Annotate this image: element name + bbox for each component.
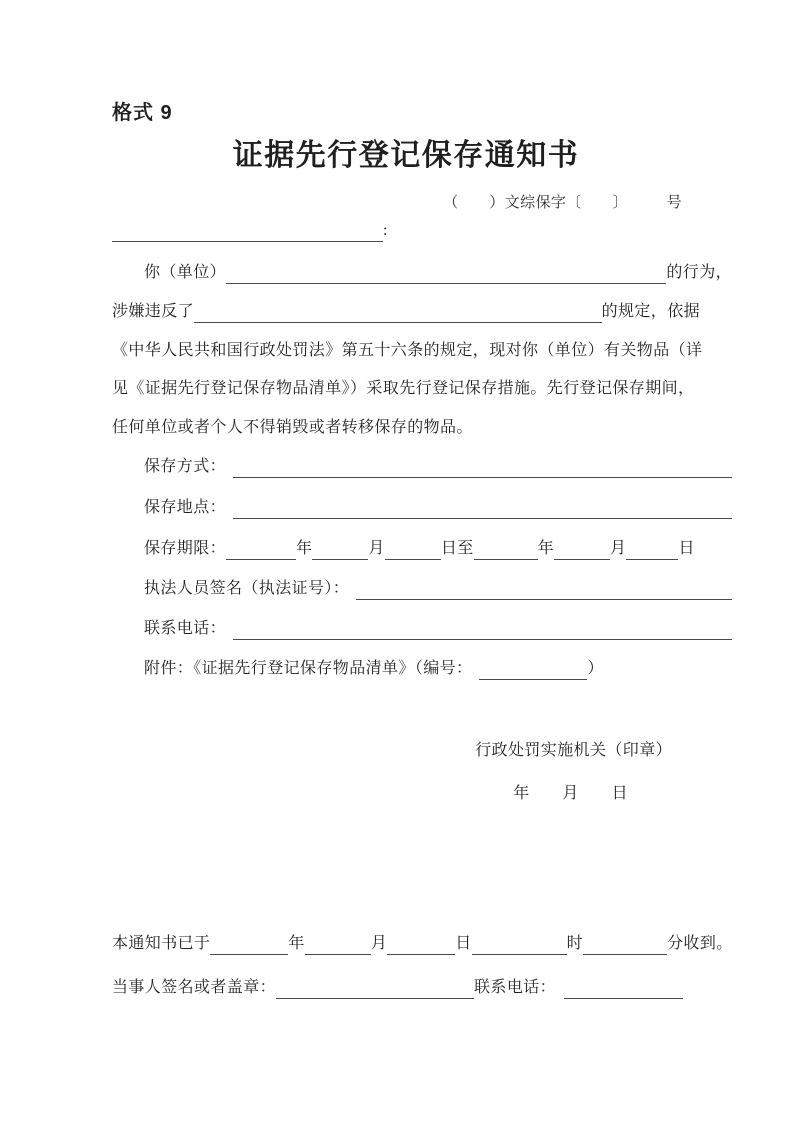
format-number-label: 格式 9 <box>112 102 173 124</box>
addressee-colon: : <box>383 222 388 239</box>
field-preservation-method <box>112 455 732 478</box>
officer-signature-blank <box>356 580 732 600</box>
body-line-prohibition: 任何单位或者个人不得销毁或者转移保存的物品。 <box>112 419 473 436</box>
receipt-minute-blank <box>583 935 667 955</box>
receipt-lead-text: 本通知书已于 <box>112 935 211 952</box>
period-day2-label: 日 <box>678 540 695 557</box>
conduct-lead-text: 你（单位） <box>144 264 227 281</box>
receipt-year-blank <box>210 935 288 955</box>
contact-phone-blank <box>233 620 732 640</box>
field-contact-phone <box>112 617 732 640</box>
period-year1-label: 年 <box>296 540 313 557</box>
period-year1-blank <box>226 540 296 560</box>
attachment-lead-text: 附件：《证据先行登记保存物品清单》（编号： <box>144 660 473 677</box>
violation-blank-field <box>194 303 602 323</box>
contact-phone-label: 联系电话： <box>144 620 227 637</box>
receipt-day-label: 日 <box>455 935 472 952</box>
preservation-period-label: 保存期限： <box>144 540 227 557</box>
violation-tail-text: 的规定，依据 <box>601 303 700 320</box>
addressee-line <box>112 219 700 242</box>
period-day1-blank <box>385 540 441 560</box>
receipt-tail-text: 分收到。 <box>667 935 733 952</box>
attachment-number-blank <box>479 660 587 680</box>
receipt-hour-label: 时 <box>566 935 584 952</box>
body-line-conduct <box>112 261 732 284</box>
receipt-signature-line <box>112 976 700 999</box>
violation-lead-text: 涉嫌违反了 <box>112 303 195 320</box>
issuing-date-line: 年 月 日 <box>513 785 628 802</box>
period-year2-label: 年 <box>537 540 555 557</box>
period-day-to-label: 日至 <box>440 540 474 557</box>
receipt-phone-blank <box>564 979 683 999</box>
receipt-month-blank <box>305 935 371 955</box>
attachment-tail-text: ） <box>587 660 604 677</box>
preservation-location-blank <box>233 499 732 519</box>
period-month1-blank <box>312 540 368 560</box>
receipt-day-blank <box>387 935 455 955</box>
issuing-authority-seal-label: 行政处罚实施机关（印章） <box>475 742 672 759</box>
document-reference-number: （ ）文综保字〔 〕 号 <box>443 195 682 211</box>
field-officer-signature <box>112 577 732 600</box>
period-month2-label: 月 <box>610 540 627 557</box>
party-signature-label: 当事人签名或者盖章： <box>112 979 277 996</box>
period-month1-label: 月 <box>368 540 385 557</box>
period-day2-blank <box>626 540 678 560</box>
preservation-method-label: 保存方式： <box>144 458 227 475</box>
addressee-blank-field <box>112 222 383 242</box>
preservation-method-blank <box>233 458 732 478</box>
field-preservation-period <box>112 537 732 560</box>
page-title: 证据先行登记保存通知书 <box>232 139 580 172</box>
receipt-hour-blank <box>472 935 567 955</box>
field-preservation-location <box>112 496 732 519</box>
period-month2-blank <box>554 540 610 560</box>
field-attachment <box>112 657 732 680</box>
conduct-blank-field <box>226 264 666 284</box>
receipt-phone-label: 联系电话： <box>474 979 557 996</box>
conduct-tail-text: 的行为， <box>666 264 732 281</box>
body-line-measures: 见《证据先行登记保存物品清单》）采取先行登记保存措施。先行登记保存期间， <box>112 380 695 397</box>
receipt-year-label: 年 <box>288 935 305 952</box>
body-line-violation <box>112 300 700 323</box>
body-line-legal-basis: 《中华人民共和国行政处罚法》第五十六条的规定，现对你（单位）有关物品（详 <box>112 342 703 359</box>
period-year2-blank <box>474 540 538 560</box>
receipt-datetime-line <box>112 932 742 955</box>
preservation-location-label: 保存地点： <box>144 499 227 516</box>
party-signature-blank <box>276 979 474 999</box>
officer-signature-label: 执法人员签名（执法证号）： <box>144 580 350 597</box>
receipt-month-label: 月 <box>370 935 388 952</box>
